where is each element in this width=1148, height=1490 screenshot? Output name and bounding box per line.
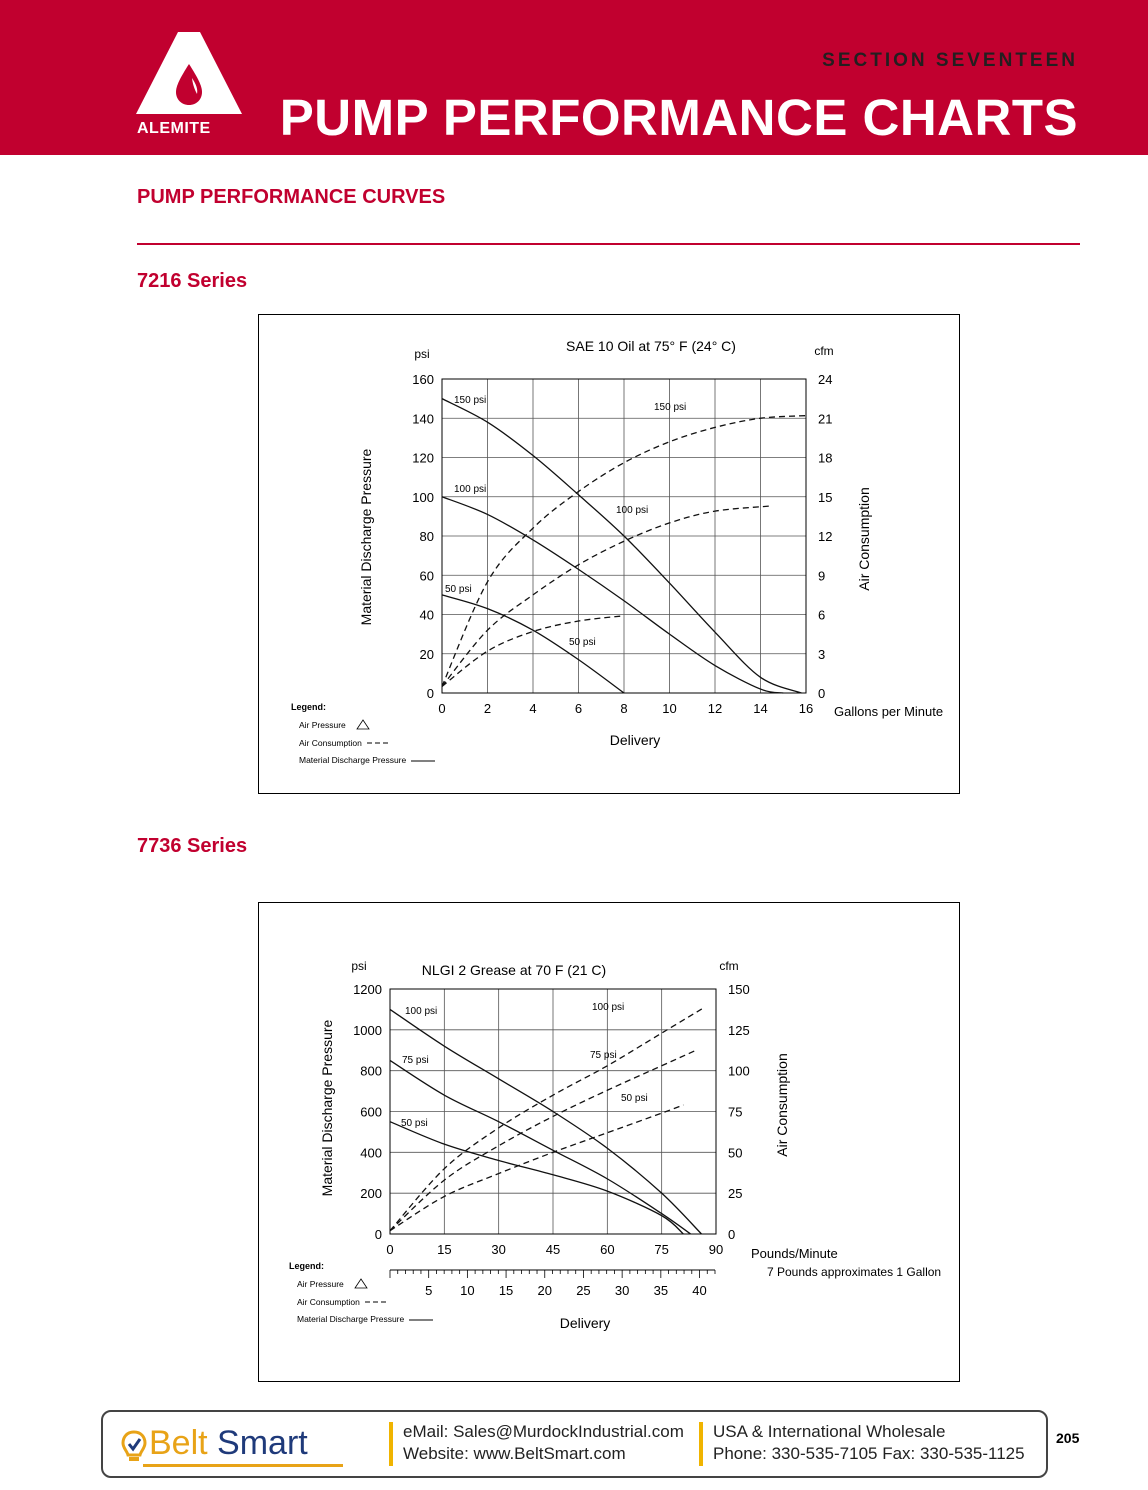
y2-tick-label: 24 xyxy=(818,372,833,387)
beltsmart-logo xyxy=(149,1424,308,1463)
x-tick-label: 0 xyxy=(386,1242,394,1257)
x-tick-label: 60 xyxy=(600,1242,615,1257)
chart-7736-svg xyxy=(259,903,959,1381)
series-label: 50 psi xyxy=(401,1118,428,1129)
y-tick-label: 0 xyxy=(374,1227,382,1242)
divider xyxy=(137,243,1080,245)
discharge-pressure-curve xyxy=(390,1122,683,1234)
y2-axis-label: Air Consumption xyxy=(774,1053,790,1157)
beltsmart-logo-part1: Belt xyxy=(149,1424,208,1462)
series-title-7216: 7216 Series xyxy=(137,270,248,292)
series-label: 150 psi xyxy=(654,402,687,413)
series-label: 100 psi xyxy=(405,1006,438,1017)
footer-phone: Phone: 330-535-7105 Fax: 330-535-1125 xyxy=(713,1444,1025,1463)
air-consumption-curve xyxy=(390,1105,683,1231)
y-tick-label: 120 xyxy=(412,450,434,466)
x-tick-label: 15 xyxy=(437,1242,452,1257)
legend-title: Legend: xyxy=(289,1261,324,1271)
x-unit-label: Gallons per Minute xyxy=(834,704,944,719)
y-axis-label: Material Discharge Pressure xyxy=(319,1019,335,1197)
x-unit-label: Pounds/Minute xyxy=(751,1246,838,1261)
y-tick-label: 0 xyxy=(426,686,434,701)
y-axis-label: Material Discharge Pressure xyxy=(358,448,374,626)
legend-item: Air Consumption xyxy=(299,738,362,748)
beltsmart-logo-part2: Smart xyxy=(217,1424,308,1462)
y2-axis-label: Air Consumption xyxy=(856,487,872,591)
x-tick-label: 14 xyxy=(753,701,768,716)
y2-tick-label: 50 xyxy=(728,1145,743,1161)
chart-7736 xyxy=(258,902,960,1382)
y2-tick-label: 100 xyxy=(728,1063,750,1079)
legend-title: Legend: xyxy=(291,702,326,712)
chart-title: NLGI 2 Grease at 70 F (21 C) xyxy=(421,962,607,978)
footer-website[interactable]: Website: www.BeltSmart.com xyxy=(403,1444,626,1463)
x-tick-label: 12 xyxy=(707,701,723,716)
x-tick-label: 45 xyxy=(545,1242,561,1257)
y2-tick-label: 0 xyxy=(818,686,826,701)
y-tick-label: 140 xyxy=(412,411,434,427)
x-tick-label: 30 xyxy=(491,1242,506,1257)
y-tick-label: 1200 xyxy=(353,982,382,997)
x-tick-label: 90 xyxy=(708,1242,724,1257)
x-tick-label: 4 xyxy=(529,701,537,716)
x2-tick-label: 20 xyxy=(537,1283,552,1298)
series-label: 100 psi xyxy=(592,1002,625,1013)
series-label: 50 psi xyxy=(569,637,596,648)
header-banner xyxy=(0,0,1148,155)
x-axis-label: Delivery xyxy=(559,1315,611,1331)
air-pressure-triangle-icon xyxy=(355,1279,367,1288)
subheading: PUMP PERFORMANCE CURVES xyxy=(137,186,446,208)
legend-item: Material Discharge Pressure xyxy=(299,755,407,765)
y-tick-label: 40 xyxy=(419,607,434,623)
y2-tick-label: 18 xyxy=(818,450,833,466)
x-tick-label: 8 xyxy=(620,701,628,716)
x-axis-label: Delivery xyxy=(609,732,661,748)
x-tick-label: 10 xyxy=(662,701,677,716)
x-tick-label: 16 xyxy=(798,701,814,716)
series-label: 75 psi xyxy=(402,1055,429,1066)
x2-tick-label: 30 xyxy=(614,1283,630,1298)
y2-tick-label: 3 xyxy=(818,646,826,662)
x-tick-label: 6 xyxy=(574,701,583,716)
section-label: SECTION SEVENTEEN xyxy=(822,50,1078,71)
y-tick-label: 60 xyxy=(419,568,434,584)
x2-tick-label: 40 xyxy=(692,1283,707,1298)
footer-wholesale xyxy=(713,1421,1025,1465)
legend-item: Air Pressure xyxy=(299,720,346,730)
legend-item: Material Discharge Pressure xyxy=(297,1314,405,1324)
x2-tick-label: 5 xyxy=(425,1283,433,1298)
footer-contact xyxy=(403,1421,684,1465)
air-consumption-curve xyxy=(442,506,772,687)
x2-note: 7 Pounds approximates 1 Gallon xyxy=(767,1265,942,1279)
y2-tick-label: 25 xyxy=(728,1186,743,1202)
page-title: PUMP PERFORMANCE CHARTS xyxy=(279,89,1078,146)
alemite-logo-icon xyxy=(136,32,242,118)
footer-email[interactable]: eMail: Sales@MurdockIndustrial.com xyxy=(403,1422,684,1441)
x2-tick-label: 15 xyxy=(498,1283,514,1298)
y2-tick-label: 150 xyxy=(728,982,750,997)
brand-name: ALEMITE xyxy=(137,120,211,137)
series-label: 150 psi xyxy=(454,395,487,406)
series-label: 100 psi xyxy=(616,505,649,516)
air-pressure-triangle-icon xyxy=(357,720,369,729)
x-tick-label: 0 xyxy=(438,701,446,716)
y2-tick-label: 12 xyxy=(818,529,833,544)
y2-tick-label: 9 xyxy=(818,568,826,584)
y-tick-label: 80 xyxy=(419,529,434,544)
y-tick-label: 400 xyxy=(360,1145,382,1161)
lightbulb-icon xyxy=(121,1430,147,1464)
y-tick-label: 600 xyxy=(360,1104,382,1120)
legend-item: Air Pressure xyxy=(297,1279,344,1289)
x2-tick-label: 35 xyxy=(653,1283,669,1298)
y-tick-label: 100 xyxy=(412,489,434,505)
page-number: 205 xyxy=(1056,1430,1080,1446)
discharge-pressure-curve xyxy=(442,399,801,693)
y-tick-label: 200 xyxy=(360,1186,382,1202)
y2-tick-label: 0 xyxy=(728,1227,736,1242)
series-label: 50 psi xyxy=(621,1093,648,1104)
footer-divider-1 xyxy=(389,1422,393,1466)
x-tick-label: 75 xyxy=(654,1242,669,1257)
chart-title: SAE 10 Oil at 75° F (24° C) xyxy=(566,338,736,354)
x2-tick-label: 10 xyxy=(460,1283,475,1298)
chart-7216-svg xyxy=(259,315,959,793)
y2-tick-label: 125 xyxy=(728,1022,750,1038)
legend-item: Air Consumption xyxy=(297,1297,360,1307)
chart-7216 xyxy=(258,314,960,794)
series-title-7736: 7736 Series xyxy=(137,835,248,857)
y-unit-label: psi xyxy=(351,959,367,973)
y2-tick-label: 21 xyxy=(818,411,833,427)
y2-tick-label: 75 xyxy=(728,1104,743,1120)
y2-tick-label: 15 xyxy=(818,489,833,505)
footer-wholesale-label: USA & International Wholesale xyxy=(713,1422,946,1441)
x2-tick-label: 25 xyxy=(576,1283,591,1298)
x-tick-label: 2 xyxy=(483,701,492,716)
series-label: 75 psi xyxy=(590,1050,617,1061)
y-tick-label: 20 xyxy=(419,646,434,662)
footer-divider-2 xyxy=(699,1422,703,1466)
y-unit-label: psi xyxy=(414,347,430,361)
y2-unit-label: cfm xyxy=(719,959,739,973)
y-tick-label: 800 xyxy=(360,1063,382,1079)
y2-tick-label: 6 xyxy=(818,607,826,623)
series-label: 100 psi xyxy=(454,484,487,495)
y-tick-label: 160 xyxy=(412,372,434,387)
discharge-pressure-curve xyxy=(442,497,783,693)
y-tick-label: 1000 xyxy=(353,1022,382,1038)
beltsmart-underline xyxy=(143,1464,343,1467)
y2-unit-label: cfm xyxy=(814,344,834,358)
footer-banner xyxy=(101,1410,1048,1478)
series-label: 50 psi xyxy=(445,584,472,595)
